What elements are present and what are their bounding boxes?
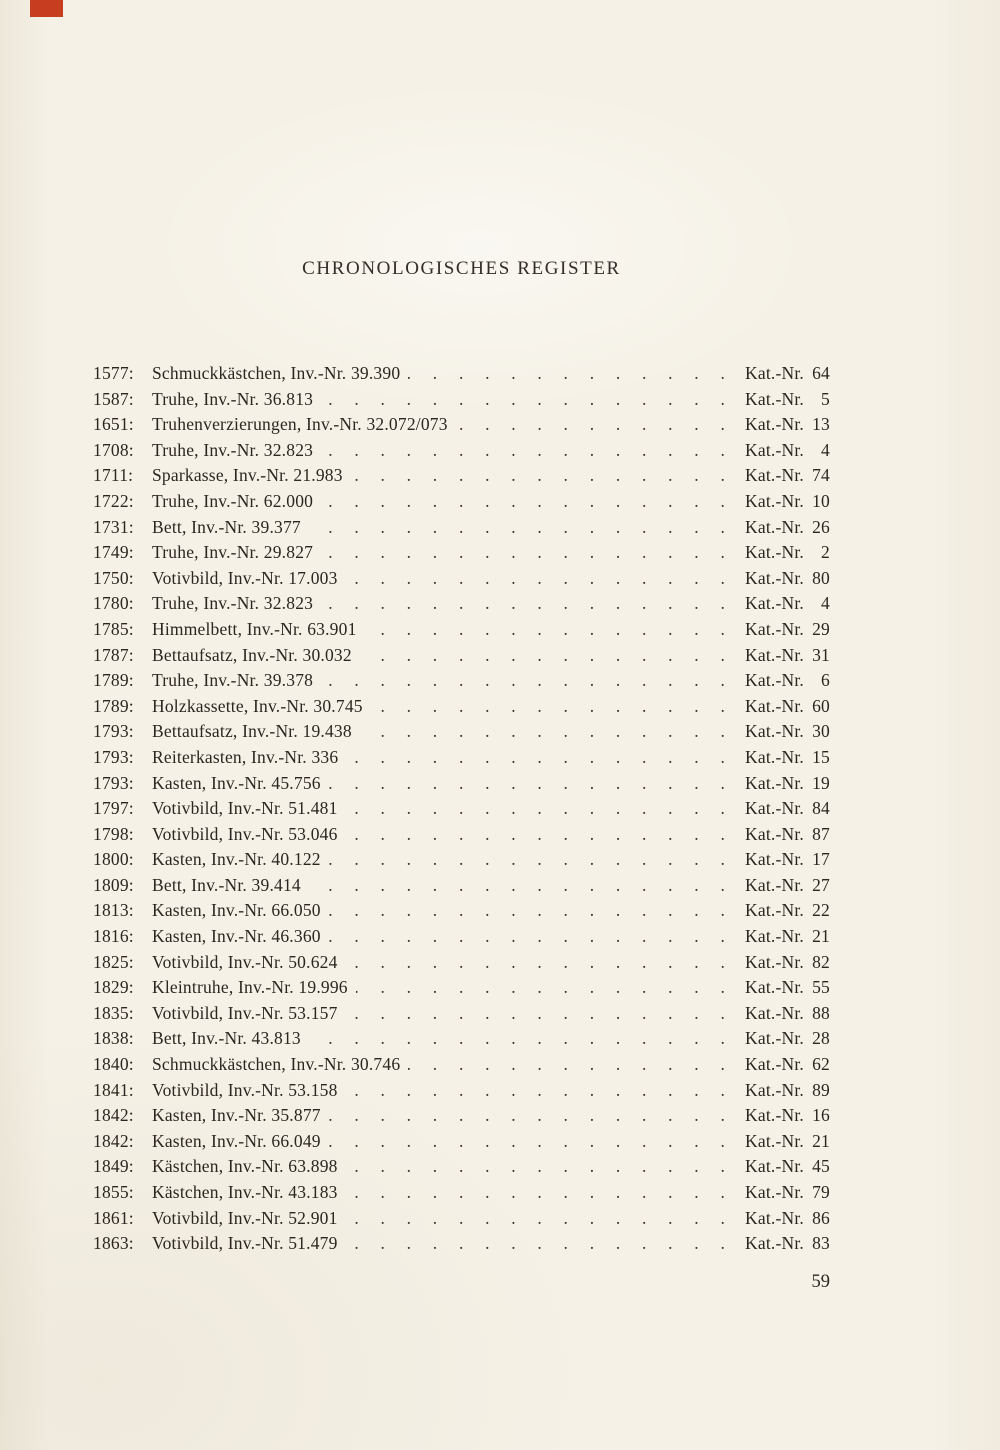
register-row <box>93 898 830 924</box>
register-row <box>93 822 830 848</box>
entry-kat-label: Kat.-Nr. <box>745 1207 804 1228</box>
entry-item: Reiterkasten, Inv.-Nr. 336 <box>152 746 339 767</box>
entry-year: 1750: <box>93 567 134 588</box>
register-row <box>93 617 830 643</box>
register-row <box>93 361 830 387</box>
register-row <box>93 1052 830 1078</box>
entry-kat-number: 64 <box>812 363 830 383</box>
register-row <box>93 412 830 438</box>
entry-kat-label: Kat.-Nr. <box>745 414 804 435</box>
register-row <box>93 1103 830 1129</box>
entry-kat-number: 2 <box>821 542 830 563</box>
dot-leader <box>321 489 725 515</box>
entry-kat-number: 60 <box>812 695 830 716</box>
dot-leader <box>346 796 725 822</box>
entry-kat-number: 62 <box>812 1054 830 1075</box>
dot-leader <box>365 617 726 643</box>
entry-kat-label: Kat.-Nr. <box>745 874 804 895</box>
entry-item: Truhe, Inv.-Nr. 36.813 <box>152 388 314 409</box>
entry-kat-number: 30 <box>812 721 830 742</box>
dot-leader <box>321 540 725 566</box>
entry-item: Votivbild, Inv.-Nr. 53.157 <box>152 1002 338 1023</box>
entry-item: Himmelbett, Inv.-Nr. 63.901 <box>152 618 357 639</box>
register-row <box>93 489 830 515</box>
entry-kat-label: Kat.-Nr. <box>745 388 804 409</box>
entry-kat-number: 4 <box>821 593 830 614</box>
entry-item: Votivbild, Inv.-Nr. 51.481 <box>152 798 338 819</box>
dot-leader <box>321 591 725 617</box>
entry-kat-number: 55 <box>812 977 830 998</box>
entry-kat-number: 88 <box>812 1002 830 1023</box>
entry-item: Sparkasse, Inv.-Nr. 21.983 <box>152 465 343 486</box>
entry-year: 1793: <box>93 746 134 767</box>
dot-leader <box>408 361 725 387</box>
entry-kat-number: 79 <box>812 1182 830 1202</box>
page-title: CHRONOLOGISCHES REGISTER <box>302 258 621 279</box>
dot-leader <box>329 771 725 797</box>
entry-year: 1835: <box>93 1002 134 1023</box>
entry-kat-label: Kat.-Nr. <box>745 798 804 819</box>
entry-item: Truhe, Inv.-Nr. 62.000 <box>152 490 314 511</box>
register-list <box>93 361 830 1257</box>
entry-year: 1798: <box>93 823 134 844</box>
entry-item: Votivbild, Inv.-Nr. 53.158 <box>152 1079 338 1100</box>
register-row <box>93 719 830 745</box>
entry-kat-number: 74 <box>812 465 830 486</box>
dot-leader <box>351 463 725 489</box>
entry-item: Holzkassette, Inv.-Nr. 30.745 <box>152 695 363 716</box>
dot-leader <box>329 1129 725 1155</box>
entry-item: Truhe, Inv.-Nr. 32.823 <box>152 439 314 460</box>
entry-kat-label: Kat.-Nr. <box>745 1182 804 1202</box>
entry-year: 1842: <box>93 1130 134 1151</box>
entry-kat-number: 21 <box>812 1130 830 1151</box>
entry-item: Kasten, Inv.-Nr. 66.049 <box>152 1130 321 1151</box>
dot-leader <box>456 412 725 438</box>
entry-kat-number: 16 <box>812 1105 830 1126</box>
dot-leader <box>329 924 725 950</box>
entry-kat-number: 86 <box>812 1207 830 1228</box>
entry-kat-label: Kat.-Nr. <box>745 951 804 972</box>
entry-kat-label: Kat.-Nr. <box>745 618 804 639</box>
entry-year: 1787: <box>93 644 134 665</box>
entry-kat-label: Kat.-Nr. <box>745 1054 804 1075</box>
dot-leader <box>346 745 725 771</box>
entry-kat-number: 29 <box>812 618 830 639</box>
register-row <box>93 1129 830 1155</box>
register-row <box>93 1206 830 1232</box>
entry-kat-label: Kat.-Nr. <box>745 1156 804 1177</box>
entry-kat-number: 15 <box>812 746 830 767</box>
entry-kat-label: Kat.-Nr. <box>745 567 804 588</box>
entry-item: Bett, Inv.-Nr. 43.813 <box>152 1028 301 1049</box>
entry-kat-label: Kat.-Nr. <box>745 593 804 614</box>
register-row <box>93 1078 830 1104</box>
entry-kat-label: Kat.-Nr. <box>745 977 804 998</box>
register-row <box>93 950 830 976</box>
dot-leader <box>329 847 725 873</box>
dot-leader <box>321 668 725 694</box>
entry-year: 1731: <box>93 516 134 537</box>
entry-kat-number: 31 <box>812 644 830 665</box>
register-row <box>93 668 830 694</box>
scan-artifact-red-mark <box>30 0 63 17</box>
dot-leader <box>309 515 725 541</box>
register-row <box>93 438 830 464</box>
entry-kat-label: Kat.-Nr. <box>745 772 804 793</box>
entry-kat-number: 22 <box>812 900 830 921</box>
dot-leader <box>360 643 725 669</box>
entry-year: 1842: <box>93 1105 134 1126</box>
entry-item: Truhenverzierungen, Inv.-Nr. 32.072/073 <box>152 414 448 435</box>
entry-year: 1861: <box>93 1207 134 1228</box>
entry-year: 1809: <box>93 874 134 895</box>
entry-kat-number: 27 <box>812 874 830 895</box>
dot-leader <box>329 898 725 924</box>
entry-item: Kästchen, Inv.-Nr. 63.898 <box>152 1156 338 1177</box>
entry-item: Votivbild, Inv.-Nr. 51.479 <box>152 1233 338 1254</box>
entry-kat-label: Kat.-Nr. <box>745 823 804 844</box>
entry-year: 1840: <box>93 1054 134 1075</box>
register-row <box>93 591 830 617</box>
dot-leader <box>346 950 725 976</box>
entry-kat-label: Kat.-Nr. <box>745 1002 804 1023</box>
dot-leader <box>346 1231 725 1257</box>
entry-kat-number: 6 <box>821 670 830 691</box>
entry-kat-label: Kat.-Nr. <box>745 516 804 537</box>
dot-leader <box>321 438 725 464</box>
entry-item: Votivbild, Inv.-Nr. 52.901 <box>152 1207 338 1228</box>
register-row <box>93 387 830 413</box>
entry-year: 1863: <box>93 1233 134 1254</box>
register-row <box>93 1026 830 1052</box>
entry-item: Votivbild, Inv.-Nr. 50.624 <box>152 951 338 972</box>
register-row <box>93 643 830 669</box>
entry-item: Kasten, Inv.-Nr. 40.122 <box>152 849 321 870</box>
entry-kat-number: 13 <box>812 414 830 435</box>
entry-item: Kasten, Inv.-Nr. 66.050 <box>152 900 321 921</box>
entry-year: 1749: <box>93 542 134 563</box>
entry-item: Kasten, Inv.-Nr. 35.877 <box>152 1105 321 1126</box>
entry-year: 1789: <box>93 670 134 691</box>
entry-item: Truhe, Inv.-Nr. 29.827 <box>152 542 314 563</box>
entry-kat-number: 45 <box>812 1156 830 1177</box>
entry-year: 1722: <box>93 490 134 511</box>
entry-year: 1651: <box>93 414 134 435</box>
entry-year: 1577: <box>93 363 134 383</box>
entry-kat-number: 10 <box>812 490 830 511</box>
entry-kat-label: Kat.-Nr. <box>745 1233 804 1254</box>
entry-year: 1829: <box>93 977 134 998</box>
entry-kat-label: Kat.-Nr. <box>745 1130 804 1151</box>
dot-leader <box>371 694 725 720</box>
entry-item: Schmuckkästchen, Inv.-Nr. 30.746 <box>152 1054 401 1075</box>
entry-item: Bettaufsatz, Inv.-Nr. 19.438 <box>152 721 352 742</box>
entry-kat-label: Kat.-Nr. <box>745 670 804 691</box>
register-row <box>93 463 830 489</box>
entry-year: 1797: <box>93 798 134 819</box>
entry-item: Bettaufsatz, Inv.-Nr. 30.032 <box>152 644 352 665</box>
entry-kat-label: Kat.-Nr. <box>745 439 804 460</box>
dot-leader <box>360 719 725 745</box>
entry-kat-number: 4 <box>821 439 830 460</box>
entry-kat-number: 80 <box>812 567 830 588</box>
entry-year: 1711: <box>93 465 134 486</box>
entry-year: 1825: <box>93 951 134 972</box>
entry-year: 1855: <box>93 1182 134 1202</box>
dot-leader <box>346 1180 725 1206</box>
entry-item: Bett, Inv.-Nr. 39.414 <box>152 874 301 895</box>
entry-item: Kasten, Inv.-Nr. 46.360 <box>152 926 321 947</box>
dot-leader <box>408 1052 725 1078</box>
entry-item: Bett, Inv.-Nr. 39.377 <box>152 516 301 537</box>
dot-leader <box>346 1001 725 1027</box>
entry-item: Votivbild, Inv.-Nr. 17.003 <box>152 567 338 588</box>
entry-kat-label: Kat.-Nr. <box>745 746 804 767</box>
register-row <box>93 1231 830 1257</box>
entry-kat-label: Kat.-Nr. <box>745 721 804 742</box>
entry-kat-label: Kat.-Nr. <box>745 695 804 716</box>
entry-item: Votivbild, Inv.-Nr. 53.046 <box>152 823 338 844</box>
register-row <box>93 1001 830 1027</box>
entry-year: 1838: <box>93 1028 134 1049</box>
entry-year: 1800: <box>93 849 134 870</box>
dot-leader <box>309 1026 725 1052</box>
entry-year: 1780: <box>93 593 134 614</box>
register-row <box>93 566 830 592</box>
entry-item: Truhe, Inv.-Nr. 39.378 <box>152 670 314 691</box>
entry-kat-number: 82 <box>812 951 830 972</box>
dot-leader <box>356 975 725 1001</box>
entry-kat-number: 19 <box>812 772 830 793</box>
entry-kat-label: Kat.-Nr. <box>745 542 804 563</box>
entry-item: Truhe, Inv.-Nr. 32.823 <box>152 593 314 614</box>
dot-leader <box>346 822 725 848</box>
page-number: 59 <box>811 1272 830 1292</box>
entry-year: 1793: <box>93 721 134 742</box>
entry-kat-number: 87 <box>812 823 830 844</box>
entry-year: 1587: <box>93 388 134 409</box>
entry-kat-label: Kat.-Nr. <box>745 900 804 921</box>
entry-kat-number: 83 <box>812 1233 830 1254</box>
entry-year: 1708: <box>93 439 134 460</box>
dot-leader <box>309 873 725 899</box>
entry-year: 1841: <box>93 1079 134 1100</box>
register-row <box>93 515 830 541</box>
register-row <box>93 1154 830 1180</box>
entry-year: 1813: <box>93 900 134 921</box>
entry-year: 1816: <box>93 926 134 947</box>
register-row <box>93 796 830 822</box>
dot-leader <box>346 1206 725 1232</box>
register-row <box>93 771 830 797</box>
entry-kat-label: Kat.-Nr. <box>745 644 804 665</box>
register-row <box>93 1180 830 1206</box>
entry-kat-label: Kat.-Nr. <box>745 849 804 870</box>
entry-kat-number: 17 <box>812 849 830 870</box>
entry-kat-label: Kat.-Nr. <box>745 1028 804 1049</box>
register-row <box>93 540 830 566</box>
entry-item: Kasten, Inv.-Nr. 45.756 <box>152 772 321 793</box>
dot-leader <box>321 387 725 413</box>
entry-year: 1789: <box>93 695 134 716</box>
entry-year: 1793: <box>93 772 134 793</box>
entry-kat-label: Kat.-Nr. <box>745 363 804 383</box>
dot-leader <box>346 566 725 592</box>
entry-kat-label: Kat.-Nr. <box>745 926 804 947</box>
register-row <box>93 745 830 771</box>
entry-item: Kästchen, Inv.-Nr. 43.183 <box>152 1182 338 1202</box>
dot-leader <box>346 1154 725 1180</box>
entry-kat-number: 89 <box>812 1079 830 1100</box>
dot-leader <box>329 1103 725 1129</box>
register-row <box>93 847 830 873</box>
dot-leader <box>346 1078 725 1104</box>
entry-item: Schmuckkästchen, Inv.-Nr. 39.390 <box>152 363 401 383</box>
entry-kat-number: 26 <box>812 516 830 537</box>
entry-item: Kleintruhe, Inv.-Nr. 19.996 <box>152 977 348 998</box>
entry-year: 1785: <box>93 618 134 639</box>
register-row <box>93 924 830 950</box>
entry-kat-label: Kat.-Nr. <box>745 1105 804 1126</box>
register-row <box>93 694 830 720</box>
entry-kat-number: 21 <box>812 926 830 947</box>
entry-kat-number: 5 <box>821 388 830 409</box>
register-row <box>93 975 830 1001</box>
entry-kat-label: Kat.-Nr. <box>745 490 804 511</box>
register-row <box>93 873 830 899</box>
entry-kat-number: 28 <box>812 1028 830 1049</box>
entry-kat-number: 84 <box>812 798 830 819</box>
entry-year: 1849: <box>93 1156 134 1177</box>
entry-kat-label: Kat.-Nr. <box>745 1079 804 1100</box>
entry-kat-label: Kat.-Nr. <box>745 465 804 486</box>
